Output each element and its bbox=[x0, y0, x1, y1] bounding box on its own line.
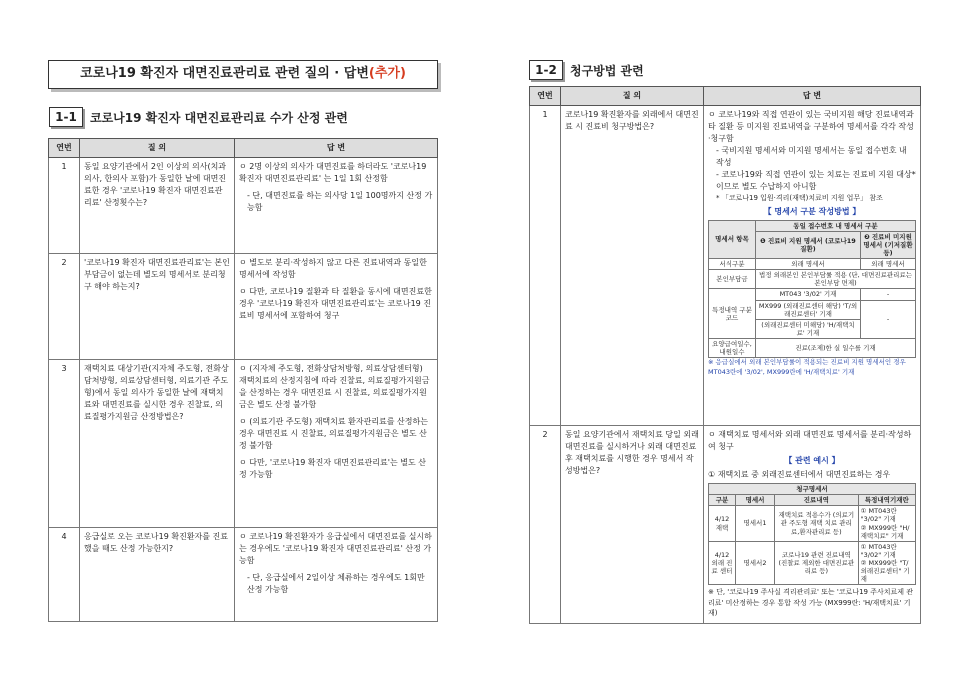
spec-line: ② MX999란 "H/재택치료" 기재 bbox=[860, 523, 910, 540]
answer-text: ㅇ (지자체 주도형, 전화상담처방형, 의료상담센터형) 재택치료의 산정지침에 따라 진찰료, 의료질평가지원금을 산정하는 경우 대면진료 시 진찰료, 의료질평가지원금은 별도 산정 불가함 bbox=[239, 364, 430, 409]
box-title: 【 관련 예시 】 bbox=[784, 456, 840, 465]
header-no: 연번 bbox=[530, 87, 561, 106]
question-cell: 동일 요양기관에서 재택치료 당일 외래 대면진료를 실시하거나 외래 대면진료 후 재택치료를 시행한 경우 명세서 작성방법은? bbox=[561, 426, 704, 624]
inner-header: 동일 접수번호 내 명세서 구분 bbox=[756, 220, 916, 231]
inner-cell bbox=[756, 289, 861, 300]
example-table bbox=[708, 483, 916, 585]
qa-table-right bbox=[529, 86, 921, 624]
header-question: 질 의 bbox=[80, 139, 235, 158]
header-no: 연번 bbox=[49, 139, 80, 158]
inner-cell bbox=[858, 506, 915, 542]
header-answer: 답 변 bbox=[235, 139, 438, 158]
code-value: (외래진료센터 해당) 'T/외래진료센터' 기재 bbox=[783, 301, 858, 318]
table-row bbox=[530, 106, 921, 426]
statement-table bbox=[708, 220, 916, 359]
table-row bbox=[49, 158, 438, 254]
note: ※ 단, '코로나19 주사실 격리관리료' 또는 '코로나19 주사치료제 관리료' 미산정하는 경우 통합 작성 가능 (MX999란: 'H/재택치료' 기재) bbox=[708, 588, 914, 618]
inner-header: 구분 bbox=[709, 495, 736, 506]
spec-line: ② MX999란 "T/외래진료센터" 기재 bbox=[860, 559, 910, 584]
answer-text: ㅇ 2명 이상의 의사가 대면진료를 하더라도 '코로나19 확진자 대면진료관리료' 는 1일 1회 산정함 bbox=[239, 162, 427, 183]
row-number: 1 bbox=[530, 106, 561, 426]
inner-cell: 명세서1 bbox=[736, 506, 775, 542]
answer-text: ㅇ 코로나19와 직접 연관이 있는 국비지원 해당 진료내역과 타 질환 등 미지원 진료내역을 구분하여 명세서를 각각 작성·청구함 bbox=[708, 110, 914, 143]
code-value: '3/02' 기재 bbox=[803, 290, 837, 299]
answer-cell bbox=[235, 254, 438, 360]
note: ※ 응급실에서 외래 본인부담률이 적용되는 진료비 지원 명세서인 경우 MT043란에 '3/02', MX999란에 'H/재택치료' 기재 bbox=[708, 358, 906, 376]
answer-cell bbox=[235, 528, 438, 622]
inner-cell bbox=[858, 541, 915, 585]
code-label: MT043 bbox=[779, 290, 802, 299]
inner-cell: 4/12 외래 진료 센터 bbox=[709, 541, 736, 585]
inner-cell: - bbox=[861, 300, 916, 339]
inner-label: 서식구분 bbox=[709, 259, 756, 270]
inner-label: 요양급여일수, 내원일수 bbox=[709, 339, 756, 358]
table-row bbox=[49, 360, 438, 528]
table-row bbox=[49, 528, 438, 622]
section-number: 1-1 bbox=[49, 107, 83, 127]
inner-cell: 명세서2 bbox=[736, 541, 775, 585]
section-number: 1-2 bbox=[529, 60, 563, 80]
inner-label: 특정내역 구분코드 bbox=[709, 289, 756, 339]
answer-cell bbox=[235, 158, 438, 254]
answer-text: ㅇ 별도로 분리·작성하지 않고 다른 진료내역과 동일한 명세서에 작성함 bbox=[239, 258, 427, 279]
inner-title: 청구명세서 bbox=[709, 484, 916, 495]
row-number: 2 bbox=[49, 254, 80, 360]
answer-text: - 단, 대면진료를 하는 의사당 1일 100명까지 산정 가능함 bbox=[247, 191, 433, 212]
answer-text: ㅇ 재택치료 명세서와 외래 대면진료 명세서를 분리·작성하여 청구 bbox=[708, 430, 912, 451]
answer-text: ㅇ 코로나19 확진환자가 응급실에서 대면진료를 실시하는 경우에도 '코로나19 확진자 대면진료관리료' 산정 가능함 bbox=[239, 532, 432, 565]
answer-text: ① 재택치료 중 외래진료센터에서 대면진료하는 경우 bbox=[708, 470, 891, 479]
page-title-main: 코로나19 확진자 대면진료관리료 관련 질의 · 답변 bbox=[80, 66, 369, 81]
page-title bbox=[48, 60, 438, 89]
spec-line: ① MT043란 "3/02" 기재 bbox=[860, 507, 897, 524]
answer-text: - 국비지원 명세서와 미지원 명세서는 동일 접수번호 내 작성 bbox=[716, 146, 907, 167]
answer-text: - 단, 응급실에서 2일이상 체류하는 경우에도 1회만 산정 가능함 bbox=[247, 573, 425, 594]
answer-cell bbox=[235, 360, 438, 528]
answer-text: ㅇ 다만, 코로나19 질환과 타 질환을 동시에 대면진료한 경우 '코로나19 확진자 대면진료관리료'는 코로나19 진료비 명세서에 포함하여 청구 bbox=[239, 287, 432, 320]
row-number: 3 bbox=[49, 360, 80, 528]
inner-header: 명세서 항목 bbox=[709, 220, 756, 259]
section-title: 청구방법 관련 bbox=[570, 64, 644, 78]
inner-cell: (외래진료센터 미해당) 'H/재택치료' 기재 bbox=[756, 319, 861, 338]
answer-footnote: * 「코로나19 입원·격리(재택)치료비 지원 업무」 참조 bbox=[716, 194, 883, 202]
answer-text: ㅇ 다만, '코로나19 확진자 대면진료관리료'는 별도 산정 가능함 bbox=[239, 458, 426, 479]
page-title-tag: (추가) bbox=[368, 66, 406, 81]
inner-cell: 코로나19 관련 진료내역 (진찰료 제외한 대면진료관리료 등) bbox=[775, 541, 859, 585]
code-label: MX999 bbox=[758, 301, 782, 310]
table-row bbox=[49, 254, 438, 360]
table-row bbox=[530, 426, 921, 624]
row-number: 4 bbox=[49, 528, 80, 622]
inner-cell: 진료(조제)한 실 일수를 기재 bbox=[756, 339, 916, 358]
answer-cell bbox=[704, 426, 921, 624]
inner-cell: 4/12 재택 bbox=[709, 506, 736, 542]
header-answer: 답 변 bbox=[704, 87, 921, 106]
header-question: 질 의 bbox=[561, 87, 704, 106]
question-cell: 응급실로 오는 코로나19 확진환자를 진료했을 때도 산정 가능한지? bbox=[80, 528, 235, 622]
inner-header: 특정내역기재란 bbox=[858, 495, 915, 506]
inner-header: ❶ 진료비 지원 명세서 (코로나19 질환) bbox=[756, 231, 861, 258]
inner-cell: 재택치료 적용수가 (의료기관 주도형 재택 치료 관리료,환자관리료 등) bbox=[775, 506, 859, 542]
answer-text: ㅇ (의료기관 주도형) 재택치료 환자관리료를 산정하는 경우 대면진료 시 진찰료, 의료질평가지원금은 별도 산정 불가함 bbox=[239, 417, 428, 450]
row-number: 1 bbox=[49, 158, 80, 254]
box-title: 【 명세서 구분 작성방법 】 bbox=[763, 206, 861, 216]
inner-cell: - bbox=[861, 289, 916, 300]
row-number: 2 bbox=[530, 426, 561, 624]
qa-table-left bbox=[48, 138, 438, 622]
section-title: 코로나19 확진자 대면진료관리료 수가 산정 관련 bbox=[90, 111, 348, 125]
answer-text: - 코로나19와 직접 연관이 있는 치료는 진료비 지원 대상*이므로 별도 수납하지 아니함 bbox=[716, 170, 916, 191]
inner-header: ❷ 진료비 미지원 명세서 (기저질환 등) bbox=[861, 231, 916, 258]
inner-cell: 외래 명세서 bbox=[861, 259, 916, 270]
inner-label: 본인부담금 bbox=[709, 270, 756, 289]
question-cell: 동일 요양기관에서 2인 이상의 의사(치과의사, 한의사 포함)가 동일한 날에 대면진료한 경우 '코로나19 확진자 대면진료관리료' 산정횟수는? bbox=[80, 158, 235, 254]
inner-header: 명세서 bbox=[736, 495, 775, 506]
spec-line: ① MT043란 "3/02" 기재 bbox=[860, 542, 897, 559]
question-cell: 재택치료 대상기관(지자체 주도형, 전화상담처방형, 의료상담센터형, 의료기관 주도형)에서 동일 의사가 동일한 날에 재택치료와 대면진료를 실시한 경우 진찰료, 의료질평가지원금 산정방법은? bbox=[80, 360, 235, 528]
question-cell: 코로나19 확진환자를 외래에서 대면진료 시 진료비 청구방법은? bbox=[561, 106, 704, 426]
answer-cell bbox=[704, 106, 921, 426]
question-cell: '코로나19 확진자 대면진료관리료'는 본인부담금이 없는데 별도의 명세서로 분리청구 해야 하는지? bbox=[80, 254, 235, 360]
inner-cell: 외래 명세서 bbox=[756, 259, 861, 270]
inner-header: 진료내역 bbox=[775, 495, 859, 506]
inner-cell bbox=[756, 300, 861, 319]
inner-cell: 법정 외래본인 본인부담률 적용 (단, 대면진료관리료는 본인부담 면제) bbox=[756, 270, 916, 289]
